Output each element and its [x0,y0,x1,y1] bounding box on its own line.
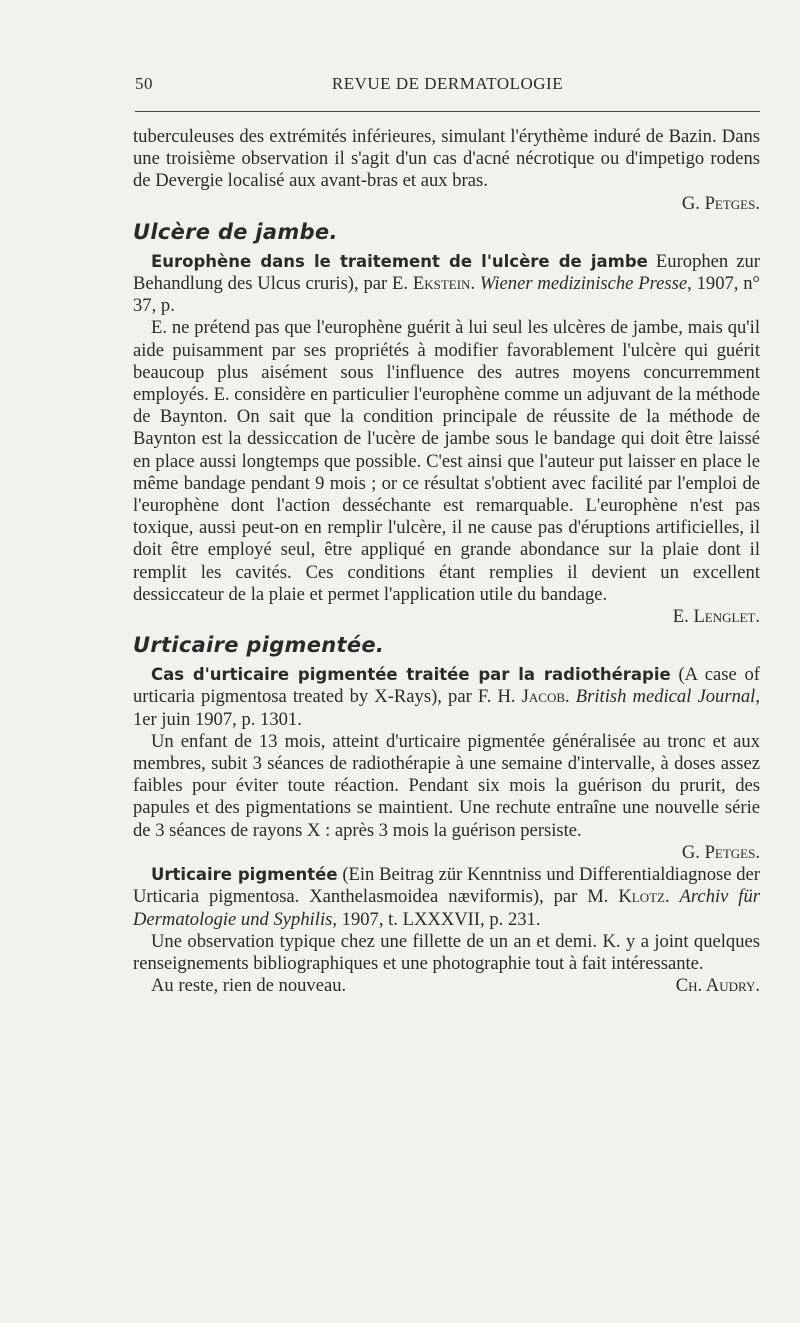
entry-title: Urticaire pigmentée [151,865,338,885]
journal-name: British medical Journal [575,686,756,708]
section-heading-urticaire: Urticaire pigmentée. [133,633,385,658]
entry-radiotherapie-reference: Cas d'urticaire pigmentée traitée par la radiothérapie (A case of urticaria pigmentosa treated by X-Rays), par F. H. Jacob. British medical Journal, 1er juin 1907, p. 1301. [133,664,760,730]
header-rule [135,111,760,112]
entry-europhene-body: E. ne prétend pas que l'europhène guérit à lui seul les ulcères de jambe, mais qu'il aide puisamment par ses propriétés à modifier favorablement l'ulcère qui guérit beaucoup plus aisément sous l'influence des autres moyens concurremment employés. E. considère en particulier l'europhène comme un adjuvant de la méthode de Baynton. On sait que la condition principale de réussite de la méthode de Baynton est la dessiccation de l'ucère de jambe sous le bandage qui doit être laissé en place aussi longtemps que possible. C'est ainsi que l'auteur put laisser en place le même bandage pendant 9 mois ; or ce résultat s'obtient avec facilité par l'emploi de l'europhène dont l'action desséchante est remarquable. L'europhène n'est pas toxique, aussi peut-on en remplir l'ulcère, il ne cause pas d'éruptions artificielles, il doit être employé seul, être appliqué en grande abondance sur la plaie dont il remplit les cavités. Ces conditions étant remplies il devient un excellent dessiccateur de la plaie et permet l'application utile du bandage. [133,317,760,605]
entry-title: Europhène dans le traitement de l'ulcère de jambe [151,251,648,271]
page-body [133,126,760,997]
entry-radiotherapie-signature: G. Petges. [681,841,760,863]
author-name: Klotz [618,886,665,908]
entry-radiotherapie-body: Un enfant de 13 mois, atteint d'urticaire pigmentée généralisée au tronc et aux membres, subit 3 séances de radiothérapie à une semaine d'intervalle, à doses assez faibles pour éviter toute réaction. Pendant six mois la guérison du prurit, des papules et des pigmentations se maintient. Une rechute entraîne une nouvelle série de 3 séances de rayons X : après 3 mois la guérison persiste. [133,730,760,841]
intro-paragraph: tuberculeuses des extrémités inférieures, simulant l'érythème induré de Bazin. Dans une troisième observation il s'agit d'un cas d'acné nécrotique ou d'impetigo rodens de Devergie localisé aux avant-bras et aux bras. [133,126,760,192]
author-name: Jacob [521,686,566,708]
journal-name: Archiv für Dermatologie und Syphilis [133,886,760,930]
entry-klotz-body: Une observation typique chez une fillette de un an et demi. K. y a joint quelques renseignements bibliographiques et une photographie tout à fait intéressante. [133,930,760,974]
intro-signature: G. Petges. [681,192,760,214]
entry-klotz-signature: Ch. Audry. [675,975,760,997]
page-number: 50 [135,74,153,93]
running-header [135,74,760,100]
section-heading-ulcere: Ulcère de jambe. [133,219,338,244]
author-name: Ekstein [412,273,471,295]
entry-klotz-reference: Urticaire pigmentée (Ein Beitrag zür Kenntniss und Differentialdiagnose der Urticaria pigmentosa. Xanthelasmoidea næviformis), par M. Klotz. Archiv für Dermatologie und Syphilis, 1907, t. LXXXVII, p. 231. [133,864,760,930]
entry-klotz-closing-line: Au reste, rien de nouveau. Ch. Audry. [151,975,760,997]
entry-title: Cas d'urticaire pigmentée traitée par la radiothérapie [151,665,671,685]
entry-europhene-signature: E. Lenglet. [672,606,760,628]
running-title: REVUE DE DERMATOLOGIE [331,74,564,93]
journal-name: Wiener medizinische Presse [479,273,688,295]
entry-europhene-reference: Europhène dans le traitement de l'ulcère de jambe Europhen zur Behandlung des Ulcus cruris), par E. Ekstein. Wiener medizinische Presse, 1907, n° 37, p. [133,250,761,317]
